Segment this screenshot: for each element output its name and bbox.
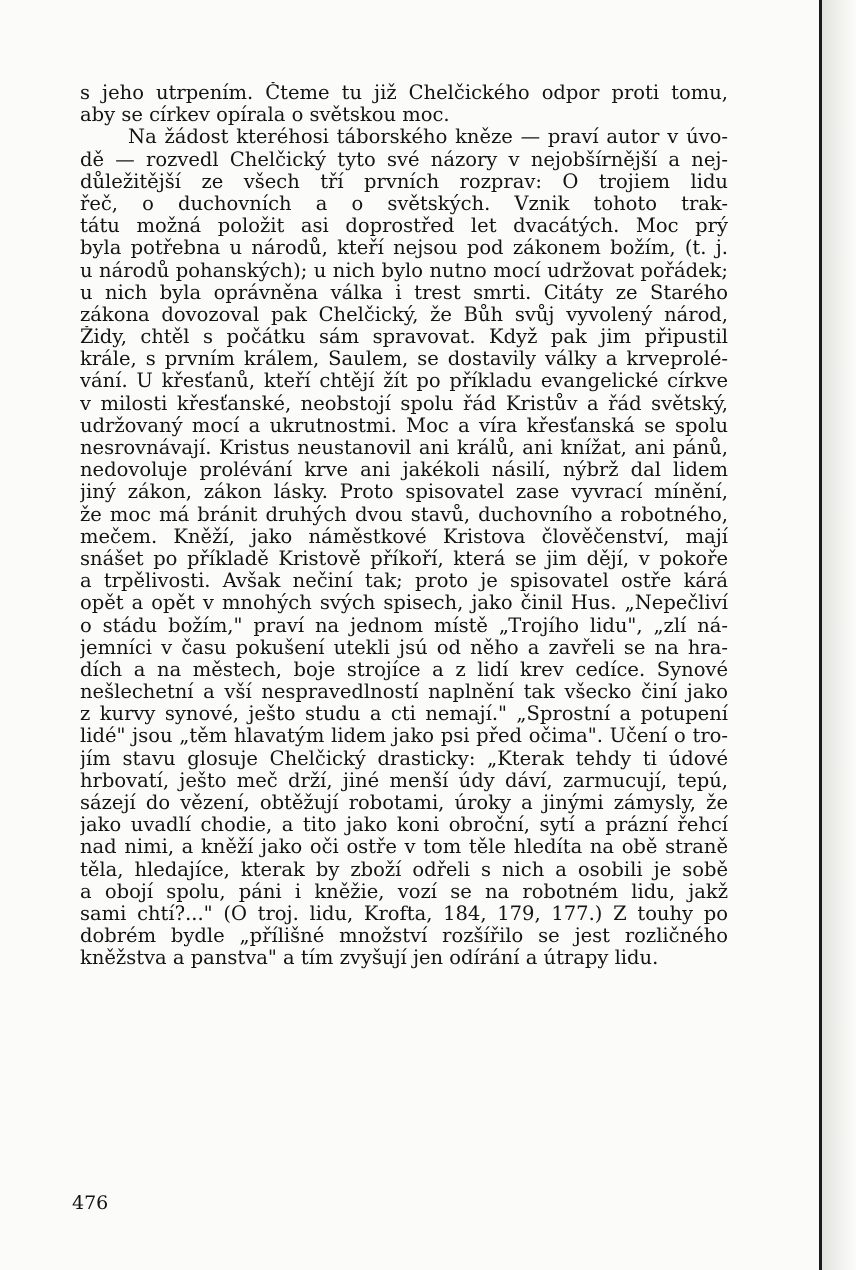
binding-edge xyxy=(819,0,822,1270)
text-line: jako uvadlí chodie, a tito jako koni obroční, sytí a prázní řehcí xyxy=(80,814,728,837)
text-line: že moc má bránit druhých dvou stavů, duchovního a robotného, xyxy=(80,503,728,526)
text-line: jemníci v času pokušení utekli jsú od něho a zavřeli se na hra- xyxy=(80,636,728,659)
text-line: s jeho utrpením. Čteme tu již Chelčického odpor proti tomu, xyxy=(80,82,728,104)
text-line: u nich byla oprávněna válka i trest smrti. Citáty ze Starého xyxy=(80,281,728,304)
text-line: o stádu božím," praví na jednom místě „Trojího lidu", „zlí ná- xyxy=(80,614,728,637)
text-line: těla, hledajíce, kterak by zboží odřeli s nich a osobili je sobě xyxy=(80,858,728,881)
page-number: 476 xyxy=(72,1192,109,1214)
text-line: dobrém bydle „přílišné množství rozšířilo se jest rozličného xyxy=(80,925,728,948)
text-line: opět a opět v mnohých svých spisech, jako činil Hus. „Nepečliví xyxy=(80,592,728,615)
text-line: udržovaný mocí a ukrutnostmi. Moc a víra křesťanská se spolu xyxy=(80,414,728,437)
binding-shadow xyxy=(822,0,856,1270)
text-line: důležitější ze všech tří prvních rozprav: O trojiem lidu xyxy=(80,170,728,193)
text-line: byla potřebna u národů, kteří nejsou pod zákonem božím, (t. j. xyxy=(80,237,728,260)
text-line: nad nimi, a kněží jako oči ostře v tom těle hledíta na obě straně xyxy=(80,836,728,859)
text-line: sázejí do vězení, obtěžují robotami, úroky a jinými zámysly, že xyxy=(80,792,728,814)
text-line: dě — rozvedl Chelčický tyto své názory v nejobšírnější a nej- xyxy=(80,148,728,171)
text-line: tátu možná položit asi doprostřed let dvacátých. Moc prý xyxy=(80,215,728,238)
text-line: vání. U křesťanů, kteří chtějí žít po příkladu evangelické církve xyxy=(80,370,728,393)
body-text xyxy=(80,82,728,970)
text-line: krále, s prvním králem, Saulem, se dostavily války a krveprolé- xyxy=(80,348,728,371)
text-line: mečem. Kněží, jako náměstkové Kristova člověčenství, mají xyxy=(80,525,728,548)
text-line: nesrovnávají. Kristus neustanovil ani králů, ani knížat, ani pánů, xyxy=(80,437,728,459)
text-line: sami chtí?..." (O troj. lidu, Krofta, 184, 179, 177.) Z touhy po xyxy=(80,902,728,925)
text-line: dích a na městech, boje strojíce a z lidí krev cedíce. Synové xyxy=(80,658,728,681)
text-line: Na žádost kteréhosi táborského kněze — praví autor v úvo- xyxy=(128,126,728,149)
text-line: a obojí spolu, páni i kněžie, vozí se na robotném lidu, jakž xyxy=(80,880,728,903)
text-line: nešlechetní a vší nespravedlností naplnění tak všecko činí jako xyxy=(80,681,728,704)
text-line: nedovoluje prolévání krve ani jakékoli násilí, nýbrž dal lidem xyxy=(80,459,728,482)
text-line: řeč, o duchovních a o světských. Vznik tohoto trak- xyxy=(80,192,728,215)
text-line: lidé" jsou „těm hlavatým lidem jako psi před očima". Učení o tro- xyxy=(80,725,728,748)
text-line: v milosti křesťanské, neobstojí spolu řád Kristův a řád světský, xyxy=(80,392,728,415)
text-line: jím stavu glosuje Chelčický drasticky: „Kterak tehdy ti údové xyxy=(80,747,728,770)
text-line: aby se církev opírala o světskou moc. xyxy=(80,104,450,127)
text-line: z kurvy synové, ješto studu a cti nemají." „Sprostní a potupení xyxy=(80,703,728,726)
text-line: Židy, chtěl s počátku sám spravovat. Když pak jim připustil xyxy=(80,326,728,349)
text-line: u národů pohanských); u nich bylo nutno mocí udržovat pořádek; xyxy=(80,259,728,282)
text-line: snášet po příkladě Kristově příkoří, která se jim dějí, v pokoře xyxy=(80,547,728,570)
text-line: hrbovatí, ješto meč drží, jiné menší údy dáví, zarmucují, tepú, xyxy=(80,769,728,792)
text-line: zákona dovozoval pak Chelčický, že Bůh svůj vyvolený národ, xyxy=(80,303,728,326)
text-line: a trpělivosti. Avšak nečiní tak; proto je spisovatel ostře kárá xyxy=(80,570,728,593)
text-line: jiný zákon, zákon lásky. Proto spisovatel zase vyvrací mínění, xyxy=(80,481,728,504)
text-line: kněžstva a panstva" a tím zvyšují jen odírání a útrapy lidu. xyxy=(80,947,659,970)
